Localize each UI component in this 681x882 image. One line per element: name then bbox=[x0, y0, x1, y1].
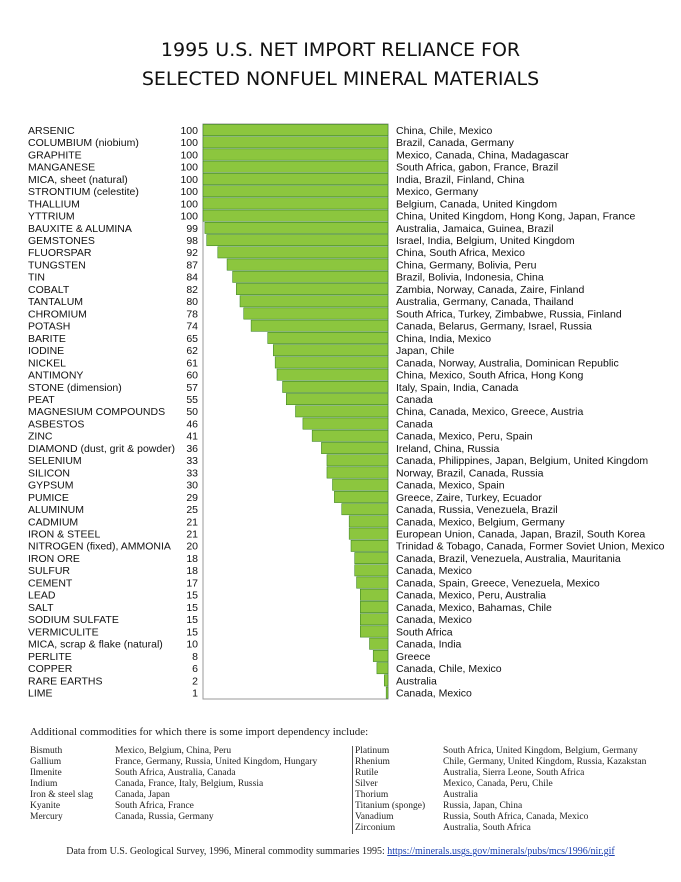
mineral-countries: South Africa, United Kingdom, Belgium, Germany bbox=[443, 746, 638, 756]
value-label: 84 bbox=[186, 271, 198, 284]
bar bbox=[203, 161, 388, 172]
mineral-name: Gallium bbox=[30, 757, 62, 767]
source-label: Ireland, China, Russia bbox=[396, 442, 500, 455]
category-label: LEAD bbox=[28, 589, 56, 602]
category-label: VERMICULITE bbox=[28, 626, 99, 639]
value-label: 10 bbox=[186, 638, 198, 651]
source-label: South Africa, Turkey, Zimbabwe, Russia, Finland bbox=[396, 308, 622, 321]
mineral-name: Iron & steel slag bbox=[30, 790, 94, 800]
bar bbox=[377, 663, 388, 674]
value-label: 15 bbox=[186, 589, 198, 602]
source-label: European Union, Canada, Japan, Brazil, South Korea bbox=[396, 528, 646, 541]
source-link[interactable]: https://minerals.usgs.gov/minerals/pubs/mcs/1996/nir.gif bbox=[387, 846, 615, 857]
mineral-countries: Chile, Germany, United Kingdom, Russia, Kazakstan bbox=[443, 757, 647, 767]
category-label: GEMSTONES bbox=[28, 234, 95, 247]
category-label: ASBESTOS bbox=[28, 418, 85, 431]
bar bbox=[386, 687, 388, 698]
category-label: RARE EARTHS bbox=[28, 675, 103, 688]
value-label: 99 bbox=[186, 222, 198, 235]
value-label: 29 bbox=[186, 491, 198, 504]
value-label: 92 bbox=[186, 247, 198, 260]
bar bbox=[203, 137, 388, 148]
source-footer bbox=[0, 846, 681, 857]
category-label: SODIUM SULFATE bbox=[28, 614, 119, 627]
additional-commodities bbox=[30, 726, 660, 833]
additional-row bbox=[30, 812, 340, 823]
category-label: NICKEL bbox=[28, 357, 66, 370]
source-label: Canada, Mexico, Bahamas, Chile bbox=[396, 601, 552, 614]
mineral-name: Vanadium bbox=[355, 812, 394, 822]
bar bbox=[236, 283, 388, 294]
footer-text: Data from U.S. Geological Survey, 1996, Mineral commodity summaries 1995: bbox=[66, 846, 385, 857]
mineral-name: Zirconium bbox=[355, 823, 396, 833]
value-label: 100 bbox=[180, 149, 198, 162]
category-label: IRON & STEEL bbox=[28, 528, 101, 541]
category-label: CADMIUM bbox=[28, 516, 79, 529]
bar bbox=[327, 467, 388, 478]
value-label: 100 bbox=[180, 198, 198, 211]
value-label: 15 bbox=[186, 626, 198, 639]
bar bbox=[277, 369, 388, 380]
category-label: BARITE bbox=[28, 332, 66, 345]
bar bbox=[227, 259, 388, 270]
mineral-name: Platinum bbox=[355, 746, 390, 756]
bar bbox=[283, 381, 388, 392]
bar bbox=[251, 320, 388, 331]
bar bbox=[355, 565, 388, 576]
source-label: Brazil, Canada, Germany bbox=[396, 137, 514, 150]
mineral-countries: France, Germany, Russia, United Kingdom, Hungary bbox=[115, 757, 318, 767]
category-label: SELENIUM bbox=[28, 455, 82, 468]
category-label: TANTALUM bbox=[28, 296, 84, 309]
source-label: Trinidad & Tobago, Canada, Former Soviet Union, Mexico bbox=[396, 540, 665, 553]
additional-row bbox=[355, 790, 665, 801]
source-label: Greece bbox=[396, 650, 431, 663]
category-label: COLUMBIUM (niobium) bbox=[28, 137, 139, 150]
mineral-name: Kyanite bbox=[30, 801, 61, 811]
value-label: 41 bbox=[186, 430, 198, 443]
value-label: 100 bbox=[180, 186, 198, 199]
source-label: India, Brazil, Finland, China bbox=[396, 173, 525, 186]
additional-row bbox=[30, 779, 340, 790]
bar bbox=[275, 357, 388, 368]
category-label: ARSENIC bbox=[28, 124, 75, 137]
mineral-name: Mercury bbox=[30, 812, 63, 822]
source-label: Canada, Mexico, Peru, Spain bbox=[396, 430, 533, 443]
category-label: GRAPHITE bbox=[28, 149, 82, 162]
category-label: LIME bbox=[28, 687, 53, 700]
category-label: THALLIUM bbox=[28, 198, 80, 211]
source-label: Australia, Germany, Canada, Thailand bbox=[396, 296, 574, 309]
value-label: 15 bbox=[186, 601, 198, 614]
category-label: TIN bbox=[28, 271, 45, 284]
bar bbox=[203, 198, 388, 209]
source-label: Zambia, Norway, Canada, Zaire, Finland bbox=[396, 283, 585, 296]
source-label: China, Canada, Mexico, Greece, Austria bbox=[396, 406, 584, 419]
mineral-countries: South Africa, France bbox=[115, 801, 194, 811]
source-label: Canada, Mexico, Belgium, Germany bbox=[396, 516, 565, 529]
category-label: STRONTIUM (celestite) bbox=[28, 186, 139, 199]
value-label: 74 bbox=[186, 320, 198, 333]
bar bbox=[373, 650, 388, 661]
category-label: COPPER bbox=[28, 663, 73, 676]
chart-title-line-1: 1995 U.S. NET IMPORT RELIANCE FOR bbox=[160, 39, 521, 61]
source-label: Japan, Chile bbox=[396, 345, 455, 358]
additional-header: Additional commodities for which there is some import dependency include: bbox=[30, 726, 369, 738]
additional-row bbox=[355, 823, 665, 834]
source-label: Norway, Brazil, Canada, Russia bbox=[396, 467, 544, 480]
value-label: 62 bbox=[186, 345, 198, 358]
value-label: 33 bbox=[186, 455, 198, 468]
source-label: Canada bbox=[396, 393, 433, 406]
bar bbox=[203, 124, 388, 135]
mineral-name: Titanium (sponge) bbox=[355, 801, 426, 811]
category-label: MAGNESIUM COMPOUNDS bbox=[28, 406, 166, 419]
category-label: BAUXITE & ALUMINA bbox=[28, 222, 132, 235]
additional-row bbox=[355, 812, 665, 823]
bar bbox=[357, 577, 388, 588]
additional-list-right bbox=[352, 746, 665, 834]
source-label: Canada, Mexico bbox=[396, 565, 472, 578]
value-label: 15 bbox=[186, 614, 198, 627]
source-label: Canada, Mexico, Spain bbox=[396, 479, 505, 492]
category-label: ZINC bbox=[28, 430, 53, 443]
category-label: IODINE bbox=[28, 345, 65, 358]
value-label: 78 bbox=[186, 308, 198, 321]
category-label: ANTIMONY bbox=[28, 369, 84, 382]
value-label: 33 bbox=[186, 467, 198, 480]
value-label: 30 bbox=[186, 479, 198, 492]
additional-list-left bbox=[30, 746, 340, 823]
bar bbox=[273, 345, 388, 356]
source-label: Brazil, Bolivia, Indonesia, China bbox=[396, 271, 544, 284]
bar bbox=[233, 271, 388, 282]
bar bbox=[240, 296, 388, 307]
value-label: 100 bbox=[180, 124, 198, 137]
value-label: 82 bbox=[186, 283, 198, 296]
category-label: ALUMINUM bbox=[28, 504, 85, 517]
source-label: Greece, Zaire, Turkey, Ecuador bbox=[396, 491, 542, 504]
bar bbox=[334, 491, 388, 502]
bar bbox=[384, 675, 388, 686]
bar bbox=[203, 149, 388, 160]
mineral-name: Silver bbox=[355, 779, 378, 789]
value-label: 100 bbox=[180, 210, 198, 223]
source-label: China, Mexico, South Africa, Hong Kong bbox=[396, 369, 584, 382]
value-label: 50 bbox=[186, 406, 198, 419]
category-label: DIAMOND (dust, grit & powder) bbox=[28, 442, 176, 455]
bar bbox=[349, 516, 388, 527]
category-label: CEMENT bbox=[28, 577, 73, 590]
mineral-countries: Australia bbox=[443, 790, 478, 800]
bar bbox=[333, 479, 389, 490]
value-label: 55 bbox=[186, 393, 198, 406]
value-label: 98 bbox=[186, 234, 198, 247]
bar bbox=[360, 589, 388, 600]
bar bbox=[351, 540, 388, 551]
source-label: Canada, Mexico, Peru, Australia bbox=[396, 589, 546, 602]
source-label: Canada, Norway, Australia, Dominican Republic bbox=[396, 357, 619, 370]
value-label: 21 bbox=[186, 528, 198, 541]
category-label: IRON ORE bbox=[28, 552, 80, 565]
category-label: COBALT bbox=[28, 283, 70, 296]
bar bbox=[286, 393, 388, 404]
mineral-countries: Russia, South Africa, Canada, Mexico bbox=[443, 812, 589, 822]
value-label: 21 bbox=[186, 516, 198, 529]
mineral-name: Indium bbox=[30, 779, 58, 789]
value-label: 2 bbox=[192, 675, 198, 688]
mineral-countries: Canada, Japan bbox=[115, 790, 170, 800]
source-label: China, Germany, Bolivia, Peru bbox=[396, 259, 537, 272]
additional-row bbox=[30, 768, 340, 779]
value-label: 25 bbox=[186, 504, 198, 517]
category-label: PUMICE bbox=[28, 491, 69, 504]
value-label: 36 bbox=[186, 442, 198, 455]
source-label: South Africa bbox=[396, 626, 453, 639]
category-label: SILICON bbox=[28, 467, 71, 480]
bar bbox=[296, 406, 389, 417]
mineral-countries: Russia, Japan, China bbox=[443, 801, 523, 811]
value-label: 65 bbox=[186, 332, 198, 345]
value-label: 60 bbox=[186, 369, 198, 382]
category-label: PEAT bbox=[28, 393, 55, 406]
category-label: POTASH bbox=[28, 320, 71, 333]
bar bbox=[360, 601, 388, 612]
value-label: 61 bbox=[186, 357, 198, 370]
source-label: Mexico, Canada, China, Madagascar bbox=[396, 149, 569, 162]
source-label: Canada, Russia, Venezuela, Brazil bbox=[396, 504, 558, 517]
bar bbox=[355, 552, 388, 563]
source-label: Canada, Belarus, Germany, Israel, Russia bbox=[396, 320, 592, 333]
category-label: SALT bbox=[28, 601, 54, 614]
source-label: Israel, India, Belgium, United Kingdom bbox=[396, 234, 575, 247]
source-label: Italy, Spain, India, Canada bbox=[396, 381, 519, 394]
value-label: 87 bbox=[186, 259, 198, 272]
bar bbox=[342, 504, 388, 515]
bar bbox=[321, 442, 388, 453]
bar bbox=[312, 430, 388, 441]
source-label: China, United Kingdom, Hong Kong, Japan, France bbox=[396, 210, 636, 223]
mineral-countries: South Africa, Australia, Canada bbox=[115, 768, 236, 778]
value-label: 20 bbox=[186, 540, 198, 553]
mineral-name: Bismuth bbox=[30, 746, 63, 756]
mineral-countries: Mexico, Belgium, China, Peru bbox=[115, 746, 232, 756]
source-label: Canada, India bbox=[396, 638, 462, 651]
category-label: PERLITE bbox=[28, 650, 72, 663]
additional-row bbox=[30, 801, 340, 812]
source-label: Canada, Chile, Mexico bbox=[396, 663, 502, 676]
source-label: Australia bbox=[396, 675, 437, 688]
mineral-countries: Australia, Sierra Leone, South Africa bbox=[443, 768, 585, 778]
source-label: China, India, Mexico bbox=[396, 332, 492, 345]
mineral-name: Thorium bbox=[355, 790, 389, 800]
value-label: 17 bbox=[186, 577, 198, 590]
additional-row bbox=[30, 790, 340, 801]
value-label: 6 bbox=[192, 663, 198, 676]
source-label: China, South Africa, Mexico bbox=[396, 247, 525, 260]
value-label: 100 bbox=[180, 161, 198, 174]
additional-row bbox=[355, 746, 665, 757]
bar bbox=[327, 455, 388, 466]
value-label: 80 bbox=[186, 296, 198, 309]
additional-row bbox=[355, 768, 665, 779]
source-label: China, Chile, Mexico bbox=[396, 124, 493, 137]
mineral-name: Rutile bbox=[355, 768, 379, 778]
source-label: Mexico, Germany bbox=[396, 186, 479, 199]
category-label: TUNGSTEN bbox=[28, 259, 86, 272]
additional-row bbox=[30, 757, 340, 768]
category-label: MICA, sheet (natural) bbox=[28, 173, 128, 186]
category-label: YTTRIUM bbox=[28, 210, 75, 223]
category-label: MANGANESE bbox=[28, 161, 96, 174]
bar bbox=[207, 234, 388, 245]
bar bbox=[205, 222, 388, 233]
mineral-countries: Canada, France, Italy, Belgium, Russia bbox=[115, 779, 264, 789]
category-label: CHROMIUM bbox=[28, 308, 87, 321]
category-label: SULFUR bbox=[28, 565, 71, 578]
category-label: GYPSUM bbox=[28, 479, 74, 492]
value-label: 100 bbox=[180, 137, 198, 150]
bar bbox=[203, 173, 388, 184]
category-label: FLUORSPAR bbox=[28, 247, 92, 260]
value-label: 18 bbox=[186, 565, 198, 578]
additional-row bbox=[355, 757, 665, 768]
bar bbox=[218, 247, 388, 258]
bar bbox=[370, 638, 389, 649]
source-label: Canada bbox=[396, 418, 433, 431]
value-label: 46 bbox=[186, 418, 198, 431]
category-label: MICA, scrap & flake (natural) bbox=[28, 638, 163, 651]
value-label: 18 bbox=[186, 552, 198, 565]
value-label: 1 bbox=[192, 687, 198, 700]
category-label: NITROGEN (fixed), AMMONIA bbox=[28, 540, 171, 553]
source-label: South Africa, gabon, France, Brazil bbox=[396, 161, 559, 174]
source-label: Canada, Mexico bbox=[396, 614, 472, 627]
bar bbox=[349, 528, 388, 539]
bar bbox=[360, 626, 388, 637]
source-label: Australia, Jamaica, Guinea, Brazil bbox=[396, 222, 554, 235]
chart-title-line-2: SELECTED NONFUEL MINERAL MATERIALS bbox=[141, 68, 540, 90]
value-label: 100 bbox=[180, 173, 198, 186]
category-label: STONE (dimension) bbox=[28, 381, 122, 394]
additional-row bbox=[30, 746, 340, 757]
source-label: Belgium, Canada, United Kingdom bbox=[396, 198, 558, 211]
bar bbox=[244, 308, 388, 319]
additional-row bbox=[355, 801, 665, 812]
source-label: Canada, Spain, Greece, Venezuela, Mexico bbox=[396, 577, 600, 590]
bar bbox=[268, 332, 388, 343]
mineral-countries: Australia, South Africa bbox=[443, 823, 531, 833]
source-label: Canada, Brazil, Venezuela, Australia, Mauritania bbox=[396, 552, 621, 565]
mineral-name: Rhenium bbox=[355, 757, 390, 767]
value-label: 57 bbox=[186, 381, 198, 394]
source-label: Canada, Philippines, Japan, Belgium, United Kingdom bbox=[396, 455, 649, 468]
mineral-countries: Mexico, Canada, Peru, Chile bbox=[443, 779, 553, 789]
value-label: 8 bbox=[192, 650, 198, 663]
bar bbox=[203, 210, 388, 221]
bar bbox=[203, 186, 388, 197]
mineral-name: Ilmenite bbox=[30, 768, 62, 778]
mineral-countries: Canada, Russia, Germany bbox=[115, 812, 214, 822]
additional-row bbox=[355, 779, 665, 790]
bar bbox=[303, 418, 388, 429]
source-label: Canada, Mexico bbox=[396, 687, 472, 700]
bar bbox=[360, 614, 388, 625]
